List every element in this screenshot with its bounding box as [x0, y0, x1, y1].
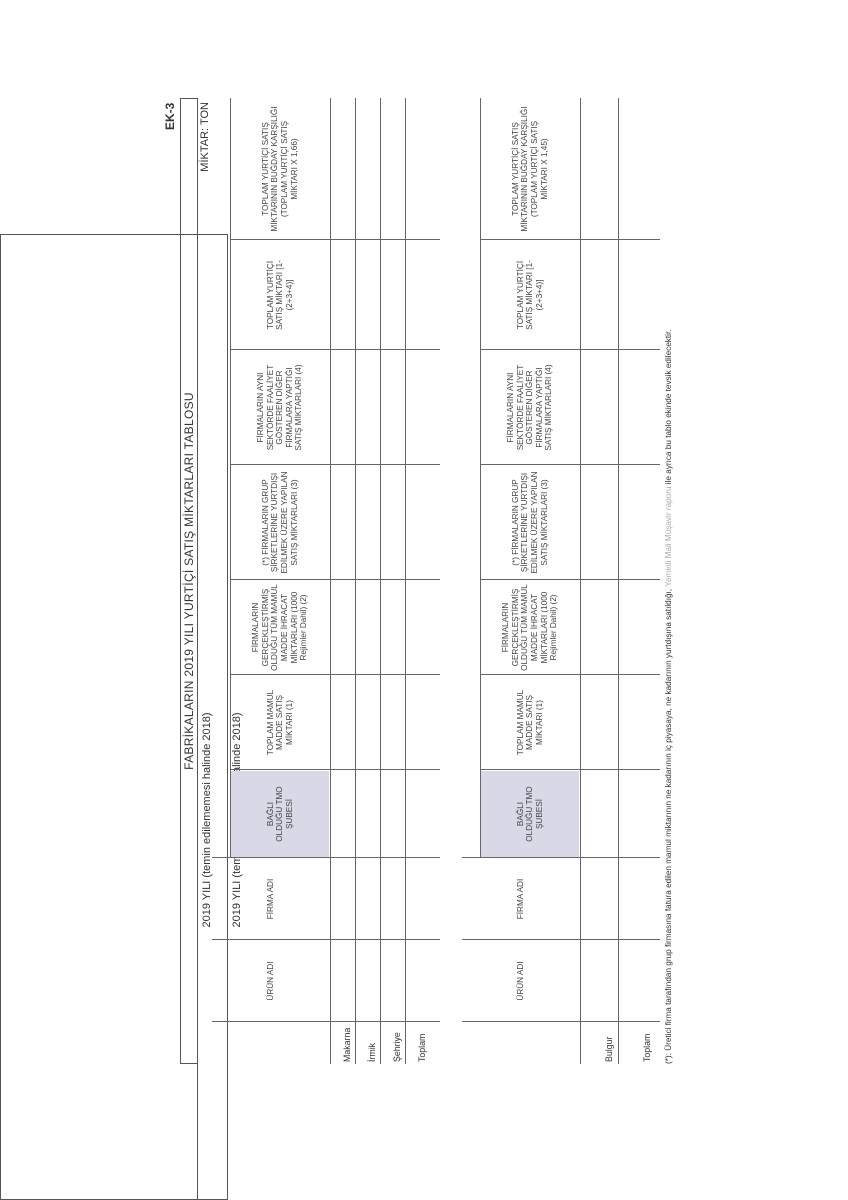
table1-header-product: ÜRÜN ADI: [266, 961, 276, 1001]
table2-header-tmo-branch: BAĞLI OLDUĞU TMO ŞUBESİ: [515, 786, 544, 842]
table2-header-firm: FİRMA ADI: [516, 878, 526, 920]
table1-row-toplam: Toplam: [417, 1033, 427, 1062]
table1-row-sehriye: Şehriye: [392, 1032, 402, 1062]
footnote: [664, 329, 673, 1064]
footnote-gray: Yeminli Mali Müşavir raporu: [664, 486, 673, 587]
unit-label: MİKTAR: TON: [199, 102, 211, 172]
table2-header-wheat-equivalent: TOPLAM YURTİÇİ SATIŞ MİKTARININ BUĞDAY KARŞILIĞI (TOPLAM YURTİÇİ SATIŞ MİKTARI X 1,45): [510, 106, 549, 232]
table2-header-product: ÜRÜN ADI: [516, 961, 526, 1001]
table1-header-firm: FİRMA ADI: [266, 878, 276, 920]
table2-header-group-firms: (*) FİRMALARIN GRUP ŞİRKETLERİNE YURTDIŞI EDİLMEK ÜZERE YAPILAN SATIŞ MİKTARLARI (3): [510, 471, 549, 574]
table2-header-domestic-total: TOPLAM YURTİÇİ SATIŞ MİKTARI [1-(2+3+4)]: [515, 260, 544, 330]
page-title: FABRİKALARIN 2019 YILI YURTİÇİ SATIŞ MİKTARLARI TABLOSU: [182, 392, 196, 770]
table1-header-group-firms: (*) FİRMALARIN GRUP ŞİRKETLERİNE YURTDIŞI EDİLMEK ÜZERE YAPILAN SATIŞ MİKTARLARI (3): [260, 471, 299, 574]
footnote-main: (*): Üretici firma tarafından grup firmasına fatura edilen mamul miktarının ne kadarının iç piyasaya, ne kadarının yurtdışına satıldığı,: [664, 588, 673, 1064]
table1-header-same-sector: FİRMALARIN AYNI SEKTÖRDE FAALİYET GÖSTEREN DİĞER FİRMALARA YAPTIĞI SATIŞ MİKTARLARI (4): [256, 364, 304, 451]
table1-header-domestic-total: TOPLAM YURTİÇİ SATIŞ MİKTARI [1-(2+3+4)]: [265, 260, 294, 330]
table2-header-total-sales: TOPLAM MAMUL MADDE SATIŞ MİKTARI (1): [515, 689, 544, 756]
table1-row-makarna: Makarna: [342, 1027, 352, 1062]
table2-row-toplam: Toplam: [642, 1033, 652, 1062]
table1-header-total-sales: TOPLAM MAMUL MADDE SATIŞ MİKTARI (1): [265, 689, 294, 756]
footnote-end: ile ayrıca bu tablo ekinde tevsik edilecektir.: [664, 329, 673, 485]
table2-group-header: 2019 YILI (temin edilememesi halinde 2018): [201, 712, 213, 928]
table1-header-export: FİRMALARIN GERÇEKLEŞTİRMİŞ OLDUĞU TÜM MAMUL MADDE İHRACAT MİKTARLARI (1000 Rejimler Dahil) (2): [251, 584, 309, 671]
table2-row-bulgur: Bulgur: [604, 1036, 614, 1062]
annex-label: EK-3: [163, 102, 177, 130]
table1-header-tmo-branch: BAĞLI OLDUĞU TMO ŞUBESİ: [265, 786, 294, 842]
table2-header-export: FİRMALARIN GERÇEKLEŞTİRMİŞ OLDUĞU TÜM MAMUL MADDE İHRACAT MİKTARLARI (1000 Rejimler Dahil) (2): [501, 584, 559, 671]
table1-row-irmik: İrmik: [367, 1042, 377, 1062]
table2-header-same-sector: FİRMALARIN AYNI SEKTÖRDE FAALİYET GÖSTEREN DİĞER FİRMALARA YAPTIĞI SATIŞ MİKTARLARI (4): [506, 364, 554, 451]
table1-header-wheat-equivalent: TOPLAM YURTİÇİ SATIŞ MİKTARININ BUĞDAY KARŞILIĞI (TOPLAM YURTİÇİ SATIŞ MİKTARI X 1,66): [260, 106, 299, 232]
